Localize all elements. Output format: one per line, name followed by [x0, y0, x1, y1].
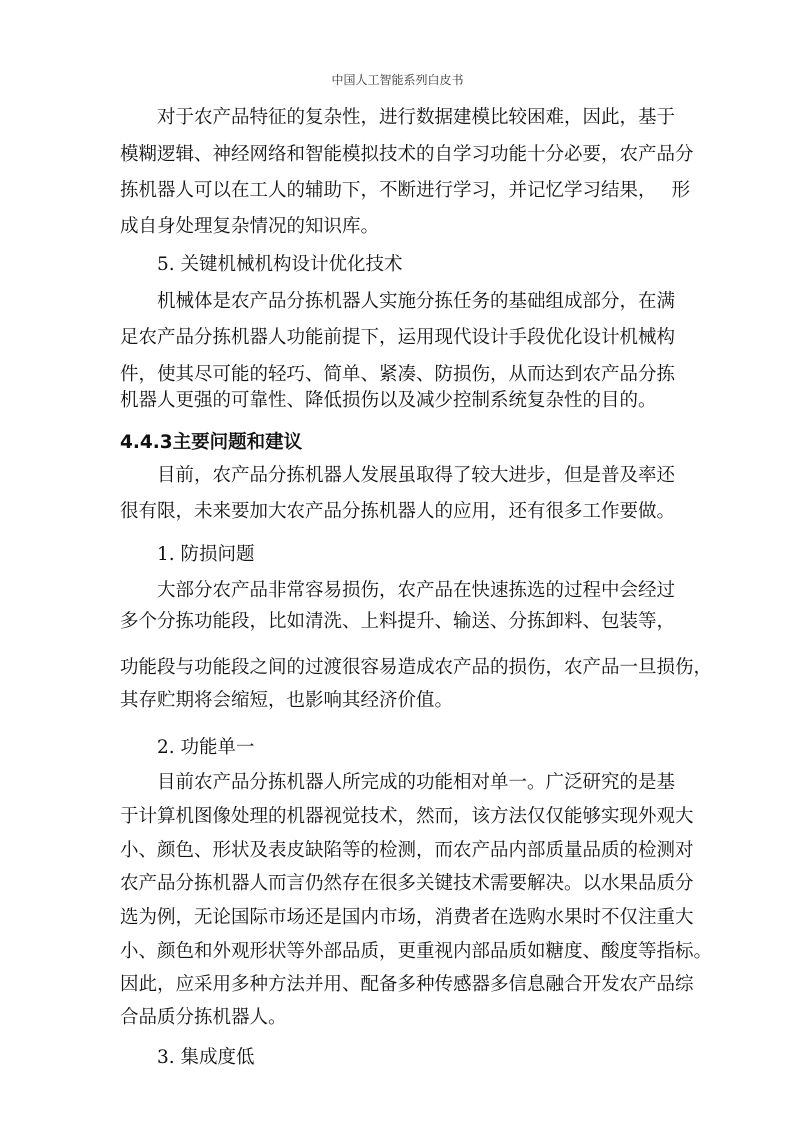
- paragraph-line: 选为例，无论国际市场还是国内市场，消费者在选购水果时不仅注重大: [120, 907, 694, 928]
- paragraph-line: 因此，应采用多种方法并用、配备多种传感器多信息融合开发农产品综: [120, 974, 694, 995]
- section-heading: 4.4.3主要问题和建议: [120, 432, 303, 453]
- paragraph-line: 小、颜色、形状及表皮缺陷等的检测，而农产品内部质量品质的检测对: [120, 840, 694, 861]
- paragraph-line: 很有限，未来要加大农产品分拣机器人的应用，还有很多工作要做。: [120, 501, 676, 522]
- paragraph-line: 模糊逻辑、神经网络和智能模拟技术的自学习功能十分必要，农产品分: [120, 144, 694, 165]
- paragraph-line: 机械体是农产品分拣机器人实施分拣任务的基础组成部分，在满: [157, 291, 676, 312]
- list-item-title: 1. 防损问题: [157, 544, 255, 565]
- paragraph-line: 农产品分拣机器人而言仍然存在很多关键技术需要解决。以水果品质分: [120, 873, 694, 894]
- paragraph-line: 合品质分拣机器人。: [120, 1007, 287, 1028]
- paragraph-line: 其存贮期将会缩短，也影响其经济价值。: [120, 690, 454, 711]
- paragraph-line: 多个分拣功能段，比如清洗、上料提升、输送、分拣卸料、包装等，: [120, 611, 676, 632]
- paragraph-line: 目前，农产品分拣机器人发展虽取得了较大进步，但是普及率还: [157, 465, 676, 486]
- list-item-title: 5. 关键机械机构设计优化技术: [157, 254, 403, 275]
- paragraph-line: 成自身处理复杂情况的知识库。: [120, 216, 380, 237]
- paragraph-line: 小、颜色和外观形状等外部品质，更重视内部品质如糖度、酸度等指标。: [120, 941, 713, 962]
- paragraph-line: 件，使其尽可能的轻巧、简单、紧凑、防损伤，从而达到农产品分拣: [120, 364, 676, 385]
- paragraph-line: 足农产品分拣机器人功能前提下，运用现代设计手段优化设计机械构: [120, 327, 676, 348]
- running-header: 中国人工智能系列白皮书: [331, 73, 464, 87]
- paragraph-line: 于计算机图像处理的机器视觉技术，然而，该方法仅仅能够实现外观大: [120, 806, 694, 827]
- paragraph-line: 目前农产品分拣机器人所完成的功能相对单一。广泛研究的是基: [157, 772, 676, 793]
- paragraph-line: 对于农产品特征的复杂性，进行数据建模比较困难，因此，基于: [157, 107, 676, 128]
- paragraph-line: 机器人更强的可靠性、降低损伤以及减少控制系统复杂性的目的。: [120, 390, 657, 411]
- list-item-title: 3. 集成度低: [157, 1047, 255, 1068]
- paragraph-line: 拣机器人可以在工人的辅助下，不断进行学习，并记忆学习结果， 形: [120, 180, 691, 201]
- paragraph-line: 功能段与功能段之间的过渡很容易造成农产品的损伤，农产品一旦损伤，: [120, 657, 713, 678]
- paragraph-line: 大部分农产品非常容易损伤，农产品在快速拣选的过程中会经过: [157, 580, 676, 601]
- list-item-title: 2. 功能单一: [157, 737, 255, 758]
